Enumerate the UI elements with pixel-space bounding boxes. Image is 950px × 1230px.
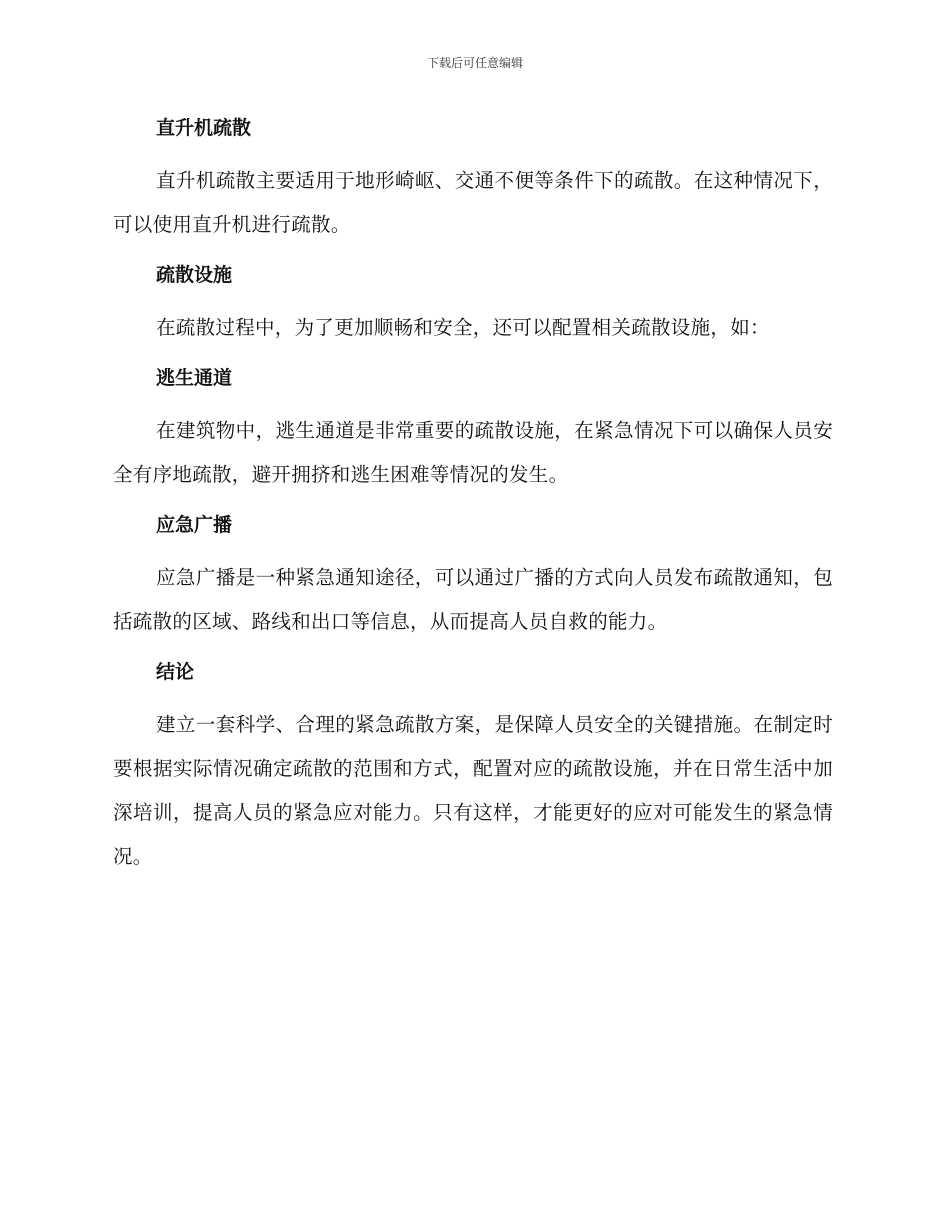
section-heading-evacuation-facilities: 疏散设施	[156, 264, 233, 286]
section-heading-escape-routes: 逃生通道	[156, 367, 233, 389]
header-note: 下载后可任意编辑	[426, 56, 523, 70]
section-paragraph-escape-routes: 在建筑物中，逃生通道是非常重要的疏散设施，在紧急情况下可以确保人员安全有序地疏散，避开拥挤和逃生困难等情况的发生。	[113, 419, 833, 486]
document-body	[113, 113, 833, 879]
section-paragraph-evacuation-facilities: 在疏散过程中，为了更加顺畅和安全，还可以配置相关疏散设施，如：	[156, 316, 770, 339]
section-paragraph-helicopter-evacuation: 直升机疏散主要适用于地形崎岖、交通不便等条件下的疏散。在这种情况下，可以使用直升机进行疏散。	[113, 169, 833, 236]
section-paragraph-emergency-broadcast: 应急广播是一种紧急通知途径，可以通过广播的方式向人员发布疏散通知，包括疏散的区域、路线和出口等信息，从而提高人员自救的能力。	[113, 566, 833, 633]
section-heading-conclusion: 结论	[156, 661, 195, 683]
section-paragraph-conclusion: 建立一套科学、合理的紧急疏散方案，是保障人员安全的关键措施。在制定时要根据实际情况确定疏散的范围和方式，配置对应的疏散设施，并在日常生活中加深培训，提高人员的紧急应对能力。只有这样，才能更好的应对可能发生的紧急情况。	[113, 713, 833, 868]
section-heading-helicopter-evacuation: 直升机疏散	[156, 117, 252, 139]
section-heading-emergency-broadcast: 应急广播	[156, 514, 233, 536]
